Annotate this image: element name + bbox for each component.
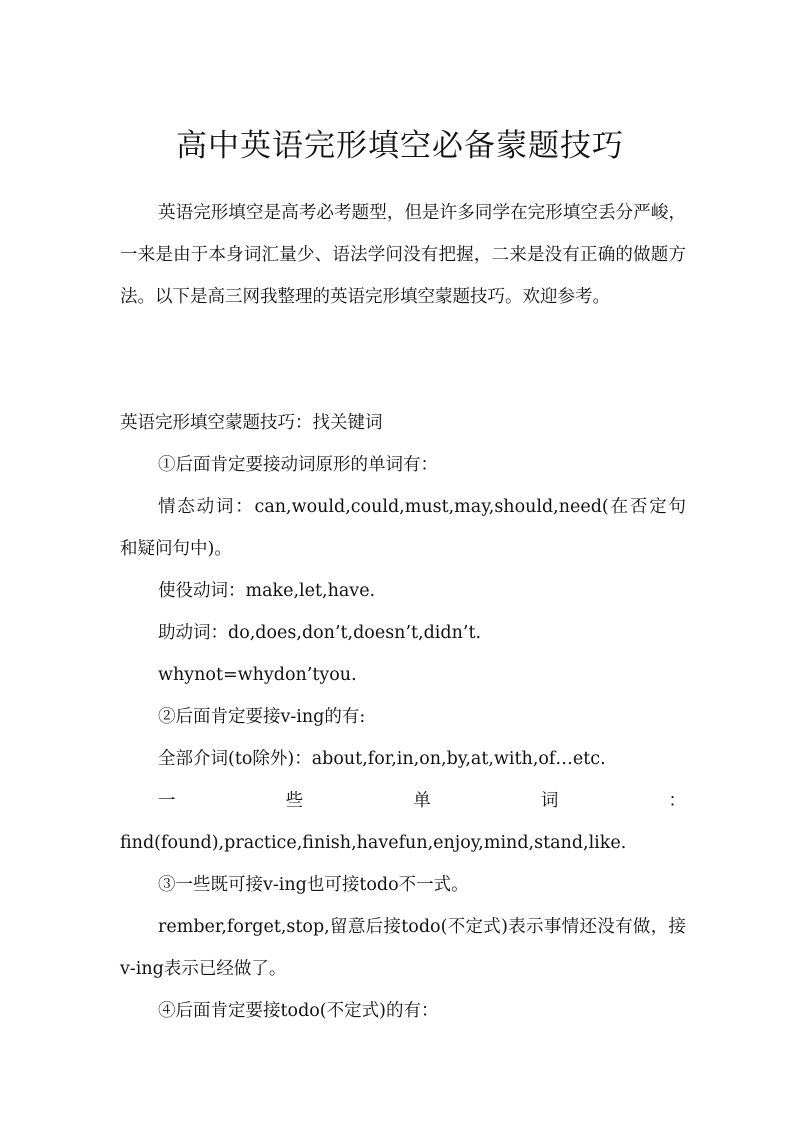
spread-char: ： xyxy=(668,791,686,811)
item3-heading: ③一些既可接v-ing也可接todo不一式。 xyxy=(158,875,469,895)
item1-modal-verbs: 情态动词：can,would,could,must,may,should,need(在否定句和疑问句中)。 xyxy=(120,497,686,559)
item3-detail: rember,forget,stop,留意后接todo(不定式)表示事情还没有做，接v-ing表示已经做了。 xyxy=(120,917,686,979)
intro-paragraph: 英语完形填空是高考必考题型，但是许多同学在完形填空丢分严峻，一来是由于本身词汇量少、语法学问没有把握，二来是没有正确的做题方法。以下是高三网我整理的英语完形填空蒙题技巧。欢迎参考。 xyxy=(120,203,686,307)
item2-heading: ②后面肯定要接v-ing的有: xyxy=(158,707,366,727)
item2-some-words-list: find(found),practice,finish,havefun,enjoy,mind,stand,like. xyxy=(120,833,627,853)
spread-char: 一 xyxy=(158,791,176,811)
item1-causative-verbs: 使役动词：make,let,have. xyxy=(158,581,376,601)
item2-some-words-label xyxy=(120,780,686,822)
spread-char: 单 xyxy=(413,791,431,811)
item2-prepositions: 全部介词(to除外)：about,for,in,on,by,at,with,of…etc. xyxy=(158,749,606,769)
item4-heading: ④后面肯定要接todo(不定式)的有： xyxy=(158,1001,439,1021)
item1-auxiliary-verbs: 助动词：do,does,don’t,doesn’t,didn’t. xyxy=(158,623,482,643)
spread-char: 词 xyxy=(540,791,559,811)
item1-example: whynot=whydon’tyou. xyxy=(158,665,357,685)
document-title: 高中英语完形填空必备蒙题技巧 xyxy=(176,128,624,164)
spread-char: 些 xyxy=(285,791,304,811)
item1-heading: ①后面肯定要接动词原形的单词有： xyxy=(158,455,438,475)
section-heading: 英语完形填空蒙题技巧：找关键词 xyxy=(120,413,383,433)
